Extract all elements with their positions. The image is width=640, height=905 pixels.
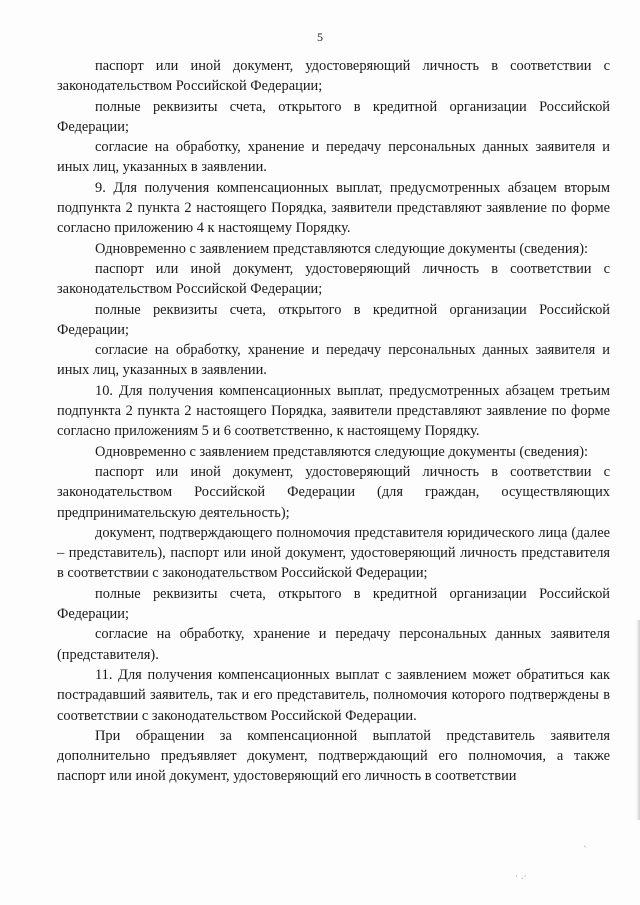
paragraph-representative-appeal: При обращении за компенсационной выплатой представитель заявителя дополнительно предъявляет документ, подтверждающий его полномочия, а также паспорт или иной документ, удостоверяющий его личность в соответствии [57, 727, 610, 785]
paragraph-passport-3: паспорт или иной документ, удостоверяющий личность в соответствии с законодательством Российской Федерации (для граждан, осуществляющих предпринимательскую деятельность); [57, 463, 610, 521]
paragraph-simultaneously-2: Одновременно с заявлением представляются следующие документы (сведения): [95, 443, 588, 460]
paragraph-simultaneously-1: Одновременно с заявлением представляются следующие документы (сведения): [95, 240, 588, 257]
paragraph-bank-details-2: полные реквизиты счета, открытого в кредитной организации Российской Федерации; [57, 301, 610, 338]
paragraph-representative-document: документ, подтверждающего полномочия представителя юридического лица (далее – представитель), паспорт или иной документ, удостоверяющий личность представителя в соответствии с законодательством Российской Федерации; [57, 524, 610, 582]
paragraph-item-9: 9. Для получения компенсационных выплат, предусмотренных абзацем вторым подпункта 2 пункта 2 настоящего Порядка, заявители представляют заявление по форме согласно приложению 4 к настоящему Порядку. [57, 179, 610, 237]
document-body [57, 56, 610, 787]
paragraph-consent-2: согласие на обработку, хранение и передачу персональных данных заявителя и иных лиц, указанных в заявлении. [57, 342, 610, 379]
scan-edge-shadow [636, 620, 640, 820]
paragraph-passport-2: паспорт или иной документ, удостоверяющий личность в соответствии с законодательством Российской Федерации; [57, 260, 610, 298]
scan-speck-mark: ` [583, 846, 588, 856]
page-number: 5 [317, 30, 323, 44]
paragraph-consent-1: согласие на обработку, хранение и передачу персональных данных заявителя и иных лиц, указанных в заявлении. [57, 139, 610, 176]
scan-speck-mark: · .· [515, 872, 527, 882]
paragraph-passport-1: паспорт или иной документ, удостоверяющий личность в соответствии с законодательством Российской Федерации; [57, 58, 610, 95]
paragraph-bank-details-1: полные реквизиты счета, открытого в кредитной организации Российской Федерации; [57, 98, 610, 135]
paragraph-consent-3: согласие на обработку, хранение и передачу персональных данных заявителя (представителя). [57, 626, 610, 663]
paragraph-item-10: 10. Для получения компенсационных выплат, предусмотренных абзацем третьим подпункта 2 пункта 2 настоящего Порядка, заявители представляют заявление по форме согласно приложениям 5 и 6 соответственно, к настоящему Порядку. [57, 382, 610, 440]
paragraph-bank-details-3: полные реквизиты счета, открытого в кредитной организации Российской Федерации; [57, 585, 610, 623]
paragraph-item-11: 11. Для получения компенсационных выплат с заявлением может обратиться как пострадавший заявитель, так и его представитель, полномочия которого подтверждены в соответствии с законодательством Российской Федерации. [57, 666, 610, 724]
